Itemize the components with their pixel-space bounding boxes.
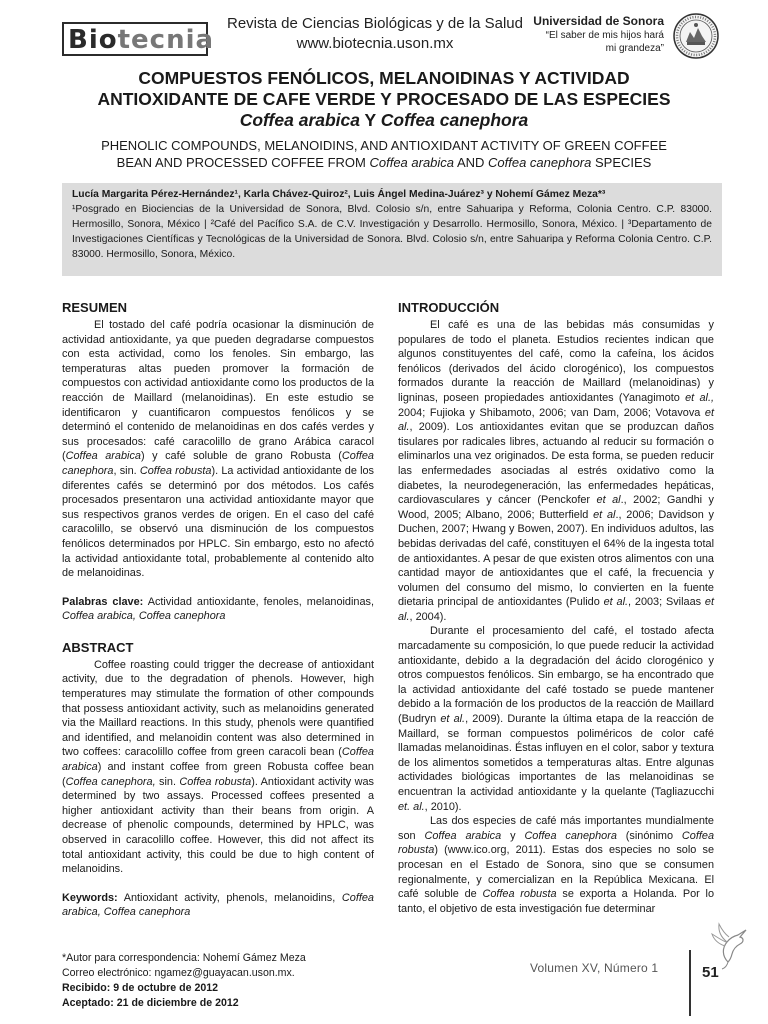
text-run: 2004; Fujioka y Shibamoto, 2006; van Dam, 2006; Votavova <box>398 406 705 419</box>
text-run: , 2003; Svilaas <box>628 596 705 609</box>
text-run: (sinónimo <box>616 829 682 842</box>
citation-etal: et al. <box>603 596 629 609</box>
keywords <box>62 891 374 920</box>
species-name: Coffea arabica <box>62 746 374 774</box>
university-motto-2: mi grandeza” <box>605 43 664 54</box>
text-run: ). Antioxidant activity was determined by two assays. Processed coffees presented a higher antioxidant activity than their beans from origin. A decrease of phenolic compounds, determined by HPLC, was observed in caracolillo coffee. However, this did not affect its total antioxidant activity, this could be due to high content of melanoidins. <box>62 775 374 876</box>
species-name: Coffea robusta <box>398 829 715 857</box>
university-motto-1: “El saber de mis hijos hará <box>545 30 664 41</box>
university-name: Universidad de Sonora <box>533 14 664 28</box>
journal-info <box>210 14 540 54</box>
author-affiliations: ¹Posgrado en Biociencias de la Universidad de Sonora, Blvd. Colosio s/n, entre Sahuaripa y Reforma, Colonia Centro. C.P. 83000. Hermosillo, Sonora, México | ²Café del Pacífico S.A. de C.V. Investigación y Desarrollo. Hermosillo, Sonora, México. | ³Departamento de Investigaciones Científicas y Tecnológicas de la Universidad de Sonora. Blvd. Colosio s/n, entre Sahuaripa y Reforma Colonia Centro. C.P. 83000. Hermosillo, Sonora, México. <box>72 204 712 260</box>
citation-etal: et. al. <box>398 800 425 813</box>
intro-paragraph-3 <box>398 814 714 916</box>
volume-number: Volumen XV, Número 1 <box>530 961 659 975</box>
text-run: , 2009). Durante la última etapa de la reacción de Maillard, se forman compuestos poliméricos de color café llamadas melanoidinas. Éstas influyen en el color, sabor y textura de los alimentos sometidos a temperaturas altas. Entre algunas actividades biológicas importantes de las melanoidinas se encuentran la actividad antioxidante y la quelante (Tagliazucchi <box>398 713 714 798</box>
citation-etal: et al. <box>440 713 466 726</box>
species-name: Coffea canephora <box>62 450 374 477</box>
title-species-1: Coffea arabica <box>239 110 361 130</box>
left-column <box>62 300 374 920</box>
corresponding-author: *Autor para correspondencia: Nohemí Gámez Meza <box>62 952 306 964</box>
hummingbird-ornament-icon <box>700 918 750 970</box>
footer-divider <box>689 950 691 1016</box>
journal-url: www.biotecnia.uson.mx <box>296 35 454 52</box>
keywords-text: Actividad antioxidante, fenoles, melanoidinas, <box>143 595 374 608</box>
keywords-species: Coffea arabica, Coffea canephora <box>62 610 226 623</box>
text-run: ., 2006; Davidson y Duchen, 2007; Hwang y Bowen, 2007). En individuos adultos, las bebidas derivadas del café, constituyen el 64% de la ingesta total de antioxidantes. A pesar de que existen otros alimentos con una cantidad mayor de antioxidantes que el café, la frecuencia y volumen del consumo del mismo, lo convierten en la fuente dietaria principal de antioxidantes (Pulido <box>398 508 714 609</box>
text-run: ). La actividad antioxidante de los diferentes cafés se determinó por dos métodos. Los cafés procesados presentaron una actividad antioxidante mayor que sus respectivos granos verdes de origen. En el caso del café caracolillo, se observó una disminución de los compuestos fenólicos determinados por HPLC. Sin embargo, esto no afectó la actividad antioxidante total, probablemente al contenido alto de melanoidinas. <box>62 464 374 580</box>
text-run: El café es una de las bebidas más consumidas y populares de todo el planeta. Estudios recientes indican que algunos constituyentes del café, como la cafeína, los ácidos fenólicos (derivados del ácido clorogénico), los compuestos formados durante la reacción de Maillard (melanoidinas) y ligninas, poseen propiedades antioxidantes (Yanagimoto <box>398 319 714 404</box>
title-en-species-2: Coffea canephora <box>488 155 592 170</box>
keywords-text: Antioxidant activity, phenols, melanoidins, <box>117 891 342 904</box>
text-run: y <box>501 829 525 842</box>
author-names: Lucía Margarita Pérez-Hernández¹, Karla Chávez-Quiroz², Luis Ángel Medina-Juárez³ y Nohemí Gámez Meza*³ <box>72 189 606 200</box>
citation-etal: et al., <box>685 391 714 404</box>
page-number: 51 <box>702 964 719 981</box>
text-run: , 2010). <box>424 800 462 813</box>
text-run: Las dos especies de café más importantes mundialmente son <box>398 815 714 842</box>
citation-etal: et al <box>596 494 621 507</box>
text-run: ) (www.ico.org, 2011). Estas dos especies no solo se procesan en el Estado de Sonora, sino que se consumen regionalmente, y comercializan en la República Mexicana. El café soluble de <box>398 844 714 901</box>
species-name: Coffea robusta <box>482 888 557 901</box>
text-run: ., 2002; Gandhi y Wood, 2005; Albano, 2006; Butterfield <box>398 494 714 521</box>
intro-paragraph-1 <box>398 318 714 624</box>
text-run: ) and instant coffee from green Robusta coffee bean ( <box>62 761 374 788</box>
text-run: , 2004). <box>409 610 447 623</box>
abstract-heading: ABSTRACT <box>62 639 134 655</box>
title-species-2: Coffea canephora <box>380 110 529 130</box>
species-name: Coffea robusta <box>179 775 252 788</box>
intro-paragraph-2 <box>398 624 714 814</box>
palabras-clave <box>62 595 374 624</box>
resumen-heading: RESUMEN <box>62 300 128 315</box>
text-run: se exporta a Holanda. Por lo tanto, el objetivo de esta investigación fue determinar <box>398 888 714 915</box>
citation-etal: et al. <box>398 406 714 434</box>
species-name: Coffea robusta <box>139 464 212 477</box>
biotecnia-logo <box>62 22 215 56</box>
text-run: , sin. <box>113 464 140 477</box>
right-column <box>398 300 714 916</box>
title-english <box>80 137 688 171</box>
text-run: Coffee roasting could trigger the decrease of antioxidant activity, due to the degradation of phenols. However, high temperatures may stimulate the formation of other compounds that possess antioxidant activity, such as melanoidins generated via the Maillard reactions. In this study, phenols were quantified and identified, and melanoidin content was also determined in two coffees: caracolillo coffee from green caracoli bean ( <box>62 658 374 759</box>
title-en-line-2 <box>80 154 688 171</box>
title-en-species-1: Coffea arabica <box>369 155 455 170</box>
text-run: , 2009). Los antioxidantes evitan que se produzcan daños tisulares por radicales libres, actuando al reducir su formación o eliminarlos una vez originados. De esta forma, se pueden reducir las enfermedades asociadas al estrés oxidativo como la diabetes, la neurodegeneración, las enfermedades hepáticas, cardiovasculares y cáncer (Penckofer <box>398 421 714 507</box>
author-email: Correo electrónico: ngamez@guayacan.uson.mx. <box>62 967 295 979</box>
citation-etal: et al. <box>398 596 714 623</box>
title-es-line-2: ANTIOXIDANTE DE CAFE VERDE Y PROCESADO DE LAS ESPECIES <box>97 89 671 109</box>
accepted-date: Aceptado: 21 de diciembre de 2012 <box>62 997 239 1009</box>
title-en-fragment: AND <box>454 155 489 170</box>
keywords-label: Keywords: <box>62 891 118 904</box>
article-title-block <box>80 68 688 171</box>
introduccion-heading: INTRODUCCIÓN <box>398 300 500 315</box>
citation-etal: et al <box>593 508 616 521</box>
text-run: El tostado del café podría ocasionar la disminución de actividad antioxidante, ya que pueden degradarse compuestos con esta actividad, como los fenoles. Sin embargo, las temperaturas altas pueden promover la formación de compuestos con actividad antioxidante como los productos de la reacción de Maillard (melanoidinas). En este estudio se identificaron y cuantificaron compuestos fenólicos y se determinó el contenido de melanoidinas en dos cafés verdes y sus procesados: café caracolillo de grano Arábica caracol ( <box>62 319 374 463</box>
university-block <box>520 14 664 55</box>
title-conjunction: Y <box>360 110 381 130</box>
keywords-label: Palabras clave: <box>62 595 144 608</box>
species-name: Coffea arabica <box>65 450 141 463</box>
species-name: Coffea canephora, <box>65 775 156 788</box>
text-run: Durante el procesamiento del café, el tostado afecta marcadamente su composición, lo que puede reducir la actividad antioxidante, debido a la degradación del ácido clorogénico y otros compuestos fenólicos. Sin embargo, se ha encontrado que la actividad antioxidante del café tostado se puede mantener debido a la formación de los productos de la reacción de Maillard (Budryn <box>398 625 714 726</box>
correspondence-block <box>62 951 306 1011</box>
title-en-fragment: BEAN AND PROCESSED COFFEE FROM <box>116 155 370 170</box>
university-seal-icon <box>672 12 720 60</box>
species-name: Coffea canephora <box>524 829 617 842</box>
journal-name: Revista de Ciencias Biológicas y de la Salud <box>227 15 523 32</box>
resumen-paragraph <box>62 318 374 581</box>
abstract-paragraph <box>62 658 374 877</box>
logo-part-2: tecnia <box>117 25 215 55</box>
species-name: Coffea arabica <box>424 829 502 842</box>
text-run: sin. <box>155 775 180 788</box>
title-en-fragment: SPECIES <box>591 155 652 170</box>
text-run: ) y café soluble de grano Robusta ( <box>140 450 342 463</box>
title-en-line-1: PHENOLIC COMPOUNDS, MELANOIDINS, AND ANTIOXIDANT ACTIVITY OF GREEN COFFEE <box>101 138 667 153</box>
journal-header <box>0 0 768 66</box>
title-spanish <box>80 68 688 131</box>
authors-box <box>62 183 722 276</box>
received-date: Recibido: 9 de octubre de 2012 <box>62 982 219 994</box>
logo-part-1: Bio <box>68 25 118 55</box>
keywords-species: Coffea arabica, Coffea canephora <box>62 891 374 919</box>
title-es-line-1: COMPUESTOS FENÓLICOS, MELANOIDINAS Y ACTIVIDAD <box>138 68 630 88</box>
title-es-line-3 <box>80 110 688 131</box>
